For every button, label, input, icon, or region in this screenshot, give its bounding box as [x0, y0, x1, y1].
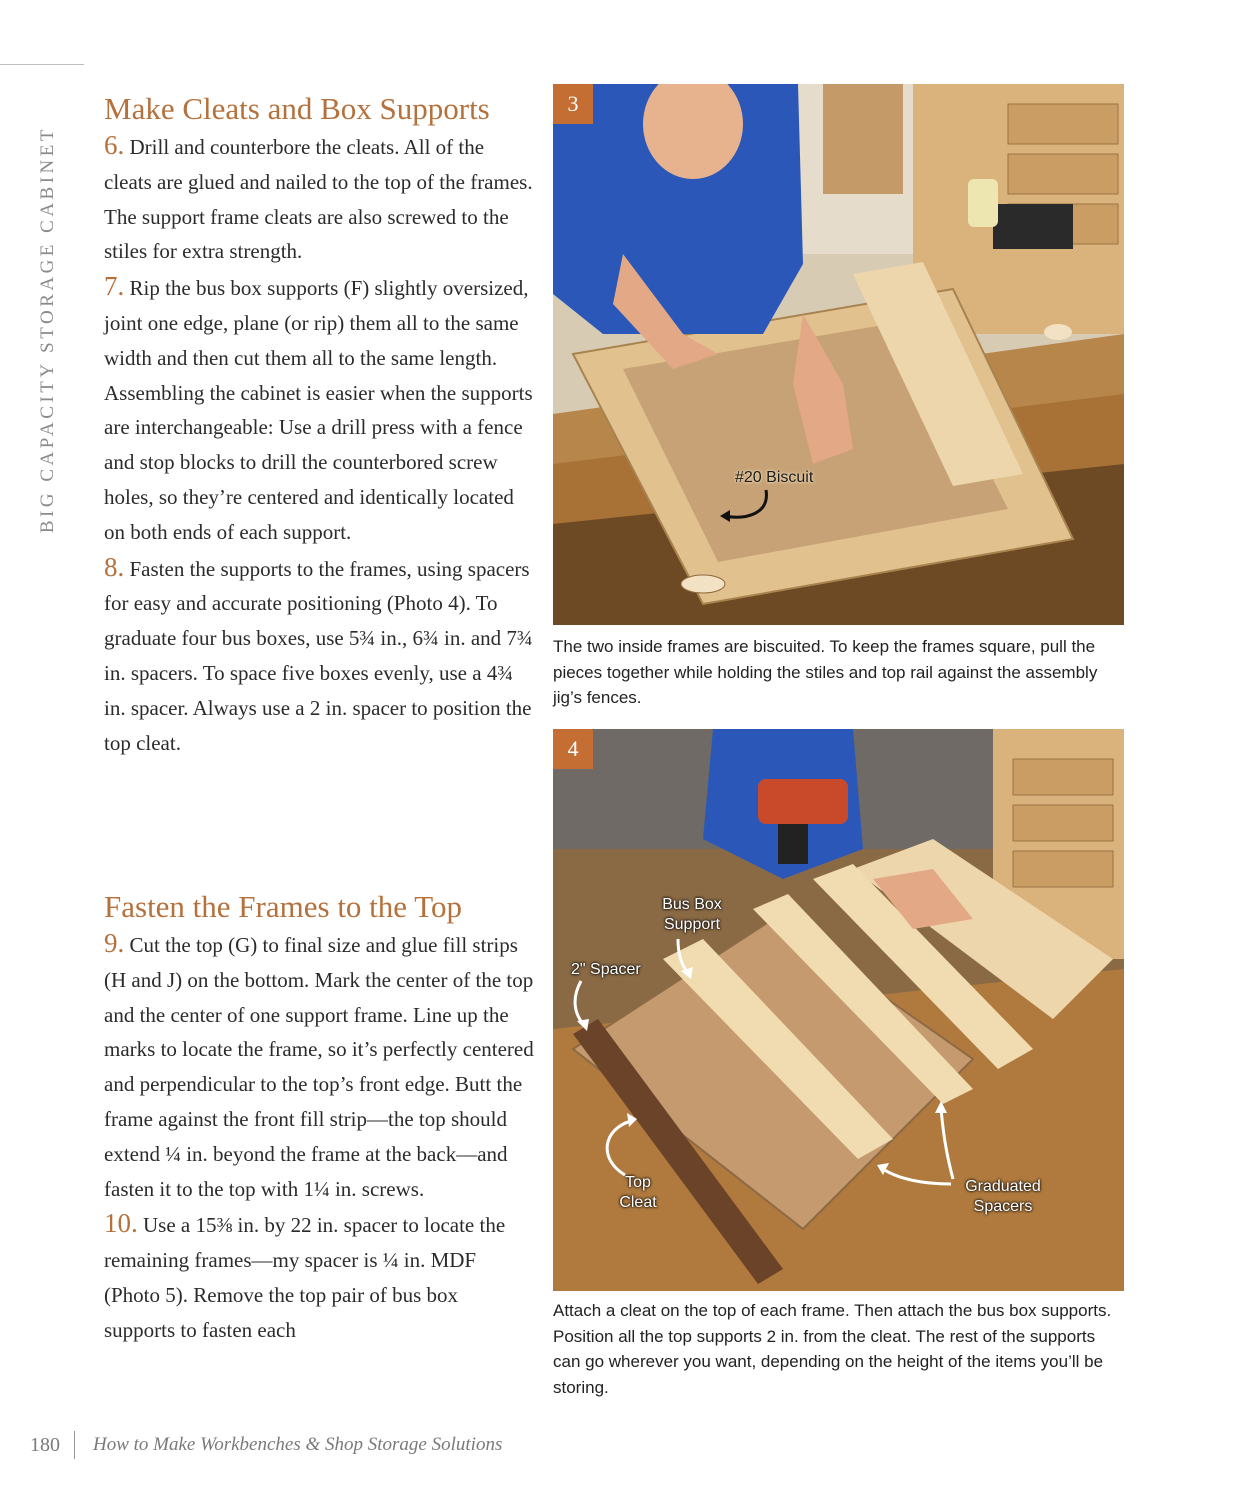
- callout-line: Support: [663, 916, 721, 933]
- page-footer: [30, 1429, 502, 1461]
- step-6: [104, 128, 534, 269]
- step-9: [104, 926, 534, 1206]
- step-number: 6.: [104, 130, 125, 160]
- photo-badge: 4: [553, 729, 593, 769]
- callout-line: Bus Box: [662, 896, 722, 913]
- step-text: Drill and counterbore the cleats. All of the cleats are glued and nailed to the top of the frames. The support frame cleats are also screwed to the stiles for extra strength.: [104, 135, 533, 264]
- text-column-section-2: [104, 888, 534, 1348]
- chapter-side-tab: [26, 70, 70, 590]
- callout-line: Spacers: [973, 1198, 1033, 1215]
- step-number: 10.: [104, 1208, 138, 1239]
- callout-arrow-icon: [718, 486, 778, 526]
- photo-3-illustration: [553, 84, 1124, 625]
- photo-4-caption: Attach a cleat on the top of each frame. Then attach the bus box supports. Position all the top supports 2 in. from the cleat. The rest of the supports can go wherever you want, depending on the height of the items you’ll be storing.: [553, 1301, 1112, 1397]
- callout-line: Top: [625, 1174, 651, 1191]
- step-text: Rip the bus box supports (F) slightly oversized, joint one edge, plane (or rip) them all to the same width and then cut them all to the same length. Assembling the cabinet is easier when the supports are interchangeable: Use a drill press with a fence and stop blocks to drill the counterbored screw holes, so they’re centered and identically located on both ends of each support.: [104, 276, 533, 544]
- callout-2in-spacer: 2" Spacer: [571, 961, 641, 978]
- callout-biscuit: #20 Biscuit: [735, 469, 814, 486]
- step-number: 8.: [104, 551, 125, 582]
- book-title: How to Make Workbenches & Shop Storage Solutions: [93, 1434, 503, 1455]
- corner-rule: [0, 64, 84, 65]
- chapter-title-vertical: BIG CAPACITY STORAGE CABINET: [37, 126, 58, 534]
- callout-line: Cleat: [619, 1194, 657, 1211]
- step-text: Fasten the supports to the frames, using spacers for easy and accurate positioning (Photo 4). To graduate four bus boxes, use 5¾ in., 6¾ in. and 7¾ in. spacers. To space five boxes evenly, use a 4¾ in. spacer. Always use a 2 in. spacer to position the top cleat.: [104, 556, 533, 755]
- callout-line: Graduated: [965, 1178, 1041, 1195]
- callout-arrows-icon: [553, 729, 1124, 1291]
- photo-3-caption: The two inside frames are biscuited. To keep the frames square, pull the pieces together while holding the stiles and top rail against the assembly jig’s fences.: [553, 637, 1098, 707]
- page-number: 180: [30, 1433, 60, 1456]
- photo-badge: 3: [553, 84, 593, 124]
- section-heading-fasten-frames: Fasten the Frames to the Top: [104, 889, 463, 924]
- step-text: Cut the top (G) to final size and glue fill strips (H and J) on the bottom. Mark the center of the top and the center of one support frame. Line up the marks to locate the frame, so it’s perfectly centered and perpendicular to the top’s front edge. Butt the frame against the front fill strip—the top should extend ¼ in. beyond the frame at the back—and fasten it to the top with 1¼ in. screws.: [104, 933, 534, 1201]
- step-text: Use a 15⅜ in. by 22 in. spacer to locate the remaining frames—my spacer is ¼ in. MDF (Photo 5). Remove the top pair of bus box supports to fasten each: [104, 1213, 506, 1342]
- text-column-section-1: [104, 90, 534, 760]
- photo-3-biscuit-frames: [553, 84, 1124, 625]
- step-10: [104, 1206, 534, 1347]
- photo-4-bus-box-supports: [553, 729, 1124, 1291]
- step-7: [104, 269, 534, 549]
- footer-divider: [74, 1431, 75, 1459]
- step-number: 7.: [104, 271, 125, 302]
- step-number: 9.: [104, 928, 125, 958]
- step-8: [104, 550, 534, 761]
- section-heading-cleats: Make Cleats and Box Supports: [104, 91, 490, 126]
